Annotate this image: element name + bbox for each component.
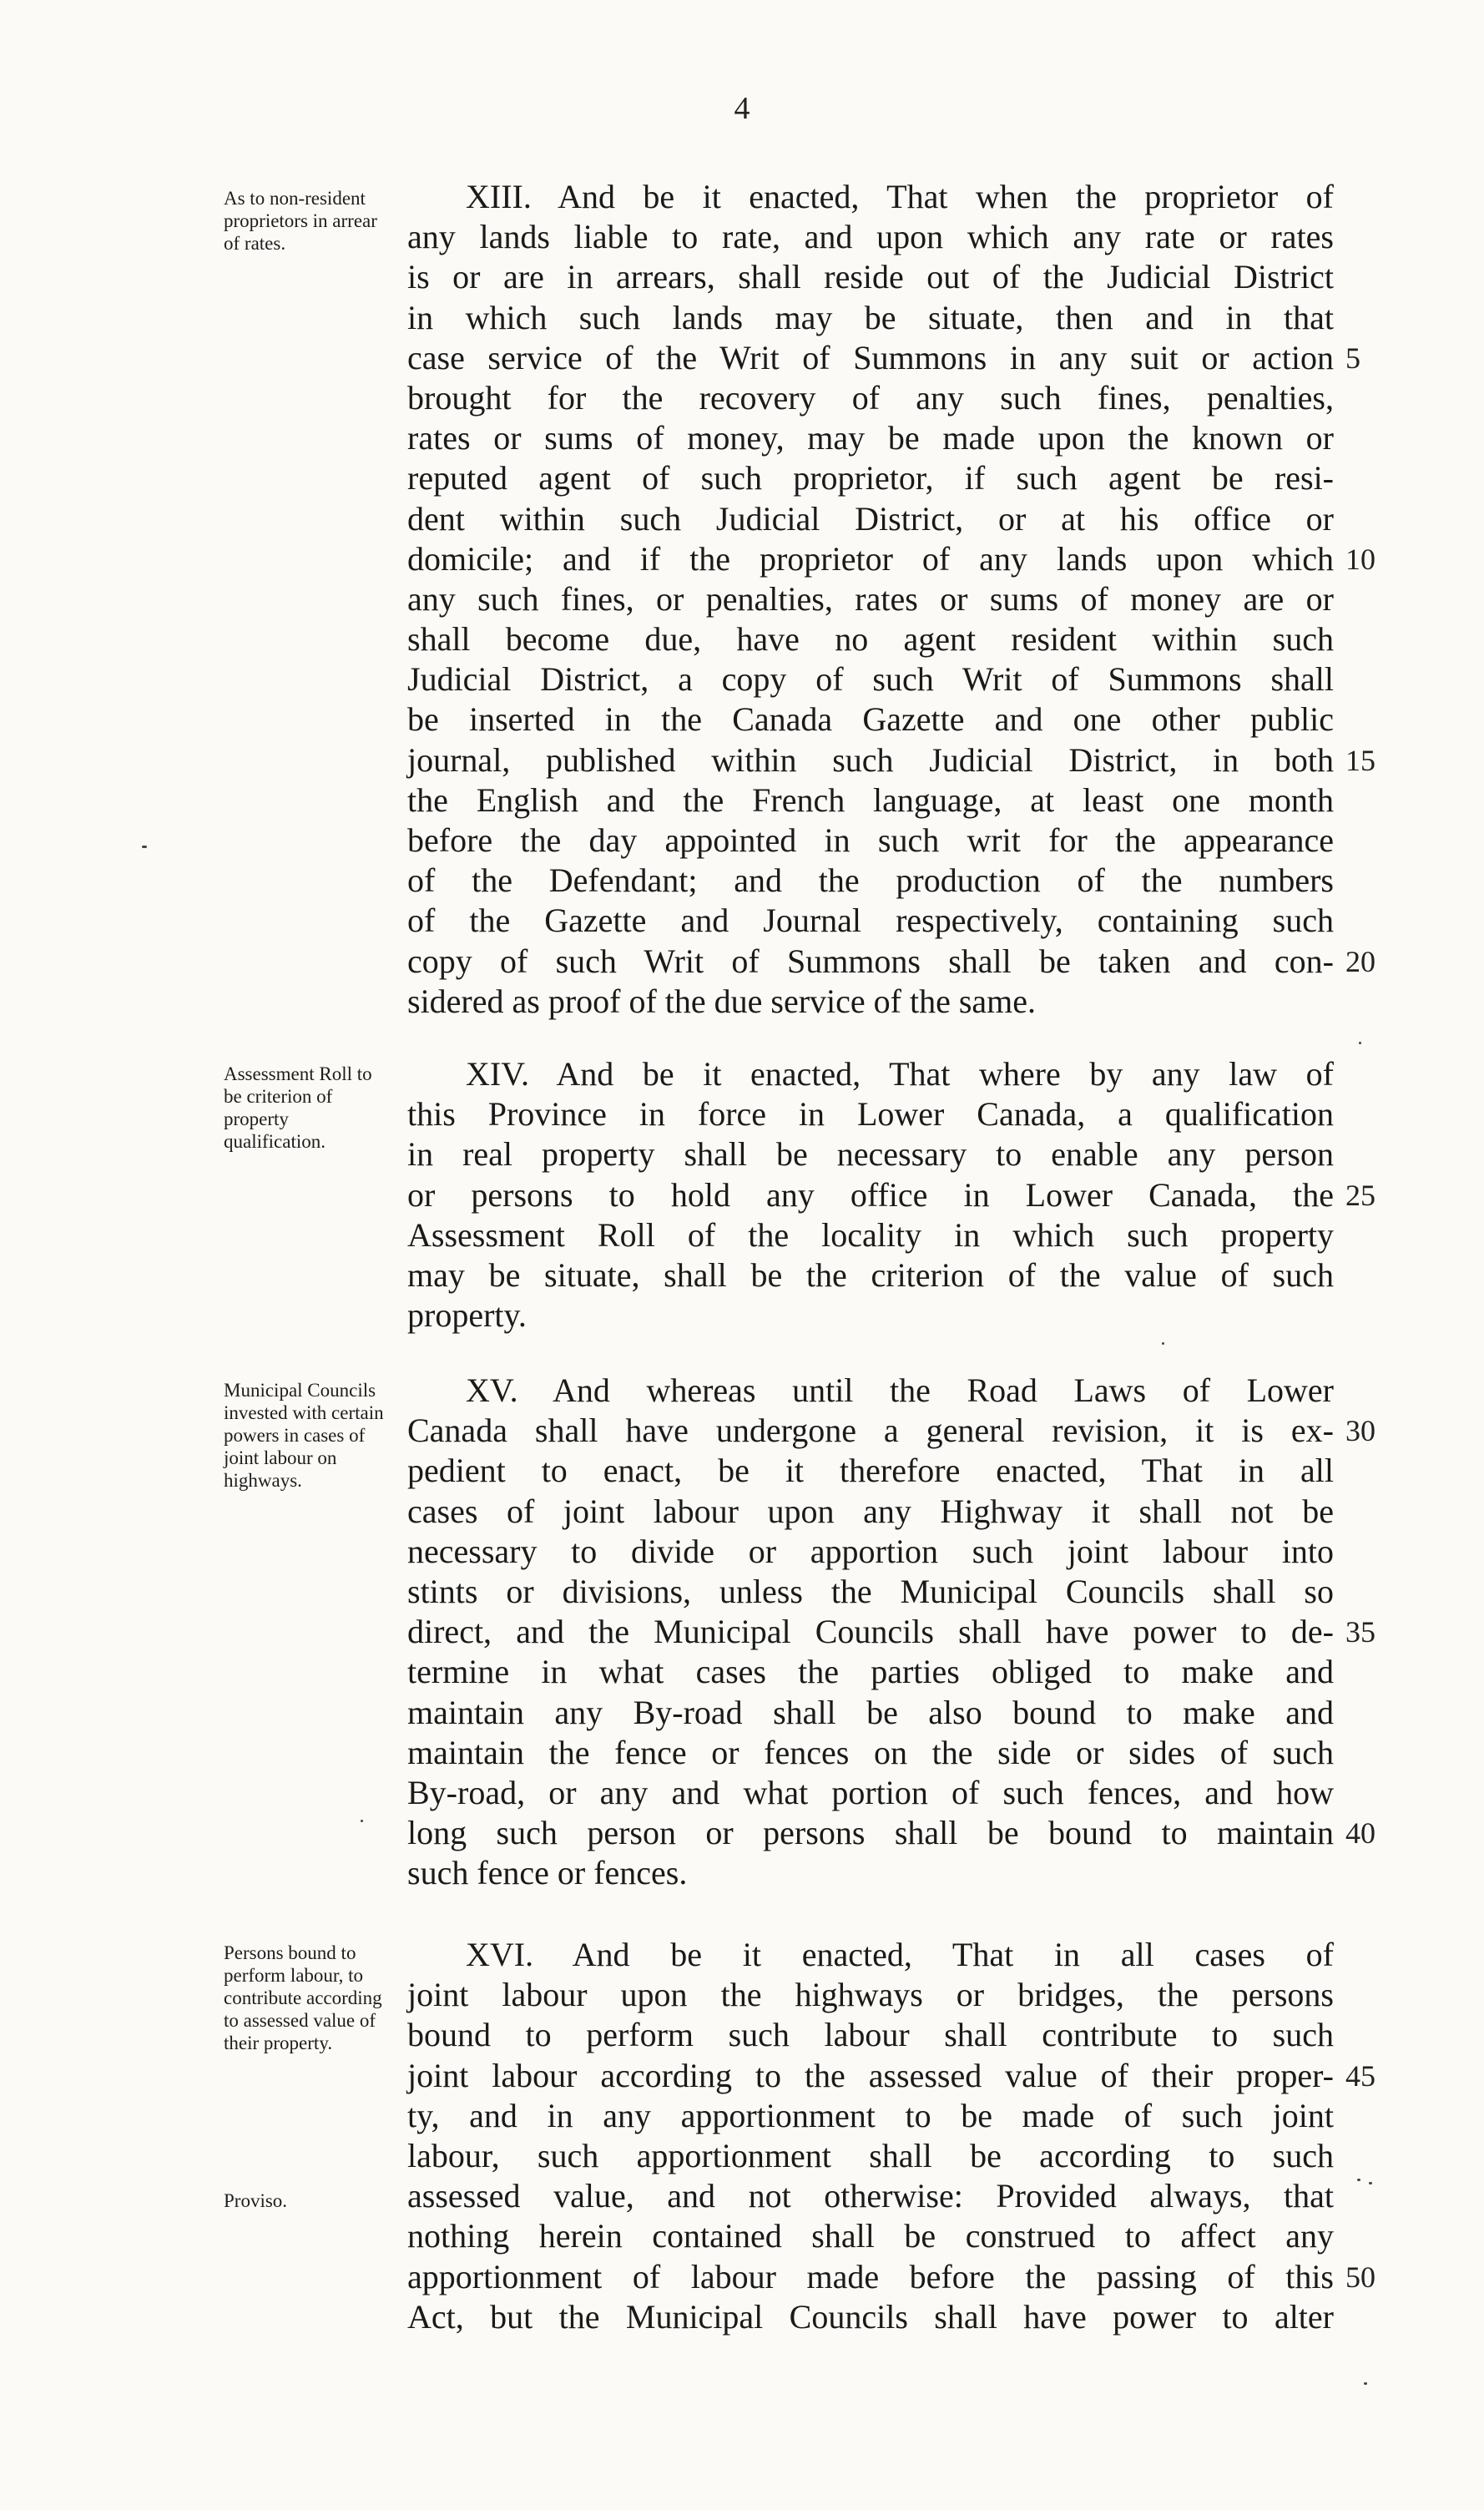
- text-line: of the Gazette and Journal respectively, containing such: [407, 901, 1334, 940]
- margin-note-xvi: Persons bound to perform labour, to contribute according to assessed value of their property.: [224, 1942, 382, 2053]
- margin-note-xv: Municipal Councils invested with certain powers in cases of joint labour on highways.: [224, 1380, 384, 1491]
- text-line: XIV. And be it enacted, That where by any law of: [466, 1055, 1334, 1093]
- print-speck: [1357, 2179, 1360, 2181]
- text-line: dent within such Judicial District, or at his office or: [407, 499, 1334, 538]
- text-line: any such fines, or penalties, rates or sums of money are or: [407, 579, 1334, 618]
- text-line: XIII. And be it enacted, That when the proprietor of: [466, 178, 1334, 215]
- text-line: maintain the fence or fences on the side or sides of such: [407, 1733, 1334, 1771]
- line-number: 5: [1345, 341, 1360, 375]
- text-line: labour, such apportionment shall be according to such: [407, 2136, 1334, 2174]
- text-line: long such person or persons shall be bound to maintain: [407, 1814, 1334, 1852]
- text-line: the English and the French language, at least one month: [407, 780, 1334, 819]
- print-speck: [361, 1820, 363, 1822]
- line-number: 20: [1345, 944, 1375, 978]
- text-line: may be situate, shall be the criterion of the value of such: [407, 1255, 1334, 1294]
- margin-note-xiv: Assessment Roll to be criterion of property qualification.: [224, 1063, 372, 1152]
- text-line: of the Defendant; and the production of the numbers: [407, 861, 1334, 900]
- text-line: pedient to enact, be it therefore enacted, That in all: [407, 1452, 1334, 1490]
- text-line: reputed agent of such proprietor, if such agent be resi-: [407, 459, 1334, 497]
- print-speck: [1364, 2382, 1367, 2385]
- text-line: direct, and the Municipal Councils shall have power to de-: [407, 1613, 1334, 1651]
- text-line: XV. And whereas until the Road Laws of Lower: [466, 1371, 1334, 1409]
- text-line: maintain any By-road shall be also bound to make and: [407, 1693, 1334, 1731]
- print-speck: [1162, 1342, 1164, 1345]
- proviso-note: Proviso.: [224, 2190, 288, 2211]
- text-line: necessary to divide or apportion such joint labour into: [407, 1532, 1334, 1570]
- text-line: termine in what cases the parties obliged to make and: [407, 1653, 1334, 1691]
- line-number: 25: [1345, 1178, 1375, 1212]
- text-line: copy of such Writ of Summons shall be taken and con-: [407, 942, 1334, 980]
- print-speck: [1369, 2182, 1372, 2184]
- text-line: joint labour according to the assessed value of their proper-: [407, 2056, 1334, 2094]
- text-line: be inserted in the Canada Gazette and one other public: [407, 700, 1334, 739]
- text-line: case service of the Writ of Summons in any suit or action: [407, 338, 1334, 376]
- section-body-xiv: [407, 1054, 1334, 1336]
- text-line: sidered as proof of the due service of the same.: [407, 982, 1037, 1020]
- text-line: ty, and in any apportionment to be made of such joint: [407, 2096, 1334, 2134]
- text-line: in real property shall be necessary to enable any person: [407, 1135, 1334, 1174]
- text-line: assessed value, and not otherwise: Provided always, that: [407, 2177, 1334, 2215]
- page-number: 4: [734, 91, 750, 126]
- text-line: journal, published within such Judicial District, in both: [407, 740, 1334, 779]
- text-line: shall become due, have no agent resident within such: [407, 620, 1334, 659]
- text-line: in which such lands may be situate, then and in that: [407, 298, 1334, 336]
- margin-note-xiii: As to non-resident proprietors in arrear of rates.: [224, 188, 377, 254]
- line-number: 45: [1345, 2058, 1375, 2093]
- line-number: 10: [1345, 542, 1375, 576]
- section-body-xiii: [407, 177, 1334, 1022]
- text-line: or persons to hold any office in Lower Canada, the: [407, 1175, 1334, 1214]
- text-line: XVI. And be it enacted, That in all cases of: [466, 1936, 1334, 1973]
- line-number: 35: [1345, 1615, 1375, 1649]
- text-line: Assessment Roll of the locality in which such property: [407, 1215, 1334, 1254]
- text-line: By-road, or any and what portion of such fences, and how: [407, 1773, 1334, 1811]
- text-line: Act, but the Municipal Councils shall have power to alter: [407, 2297, 1334, 2336]
- print-speck: [1359, 1042, 1361, 1044]
- text-line: any lands liable to rate, and upon which any rate or rates: [407, 218, 1334, 256]
- line-number: 30: [1345, 1414, 1375, 1448]
- text-line: apportionment of labour made before the passing of this: [407, 2257, 1334, 2295]
- text-line: brought for the recovery of any such fines, penalties,: [407, 378, 1334, 417]
- text-line: Canada shall have undergone a general revision, it is ex-: [407, 1412, 1334, 1450]
- text-line: cases of joint labour upon any Highway it shall not be: [407, 1492, 1334, 1530]
- text-line: Judicial District, a copy of such Writ of Summons shall: [407, 660, 1334, 699]
- print-speck: [142, 846, 147, 848]
- text-line: joint labour upon the highways or bridges, the persons: [407, 1976, 1334, 2014]
- text-line: this Province in force in Lower Canada, a qualification: [407, 1095, 1334, 1134]
- section-body-xv: [407, 1371, 1334, 1893]
- text-line: is or are in arrears, shall reside out of the Judicial District: [407, 258, 1334, 296]
- text-line: rates or sums of money, may be made upon the known or: [407, 419, 1334, 457]
- text-line: before the day appointed in such writ for the appearance: [407, 821, 1334, 859]
- text-line: stints or divisions, unless the Municipal Councils shall so: [407, 1572, 1334, 1610]
- text-line: property.: [407, 1296, 527, 1335]
- text-line: nothing herein contained shall be construed to affect any: [407, 2217, 1334, 2255]
- text-line: such fence or fences.: [407, 1854, 688, 1892]
- text-line: domicile; and if the proprietor of any lands upon which: [407, 539, 1334, 578]
- text-line: bound to perform such labour shall contribute to such: [407, 2016, 1334, 2054]
- section-body-xvi: [407, 1935, 1334, 2337]
- line-number: 50: [1345, 2260, 1375, 2294]
- line-number: 15: [1345, 743, 1375, 777]
- line-number: 40: [1345, 1816, 1375, 1851]
